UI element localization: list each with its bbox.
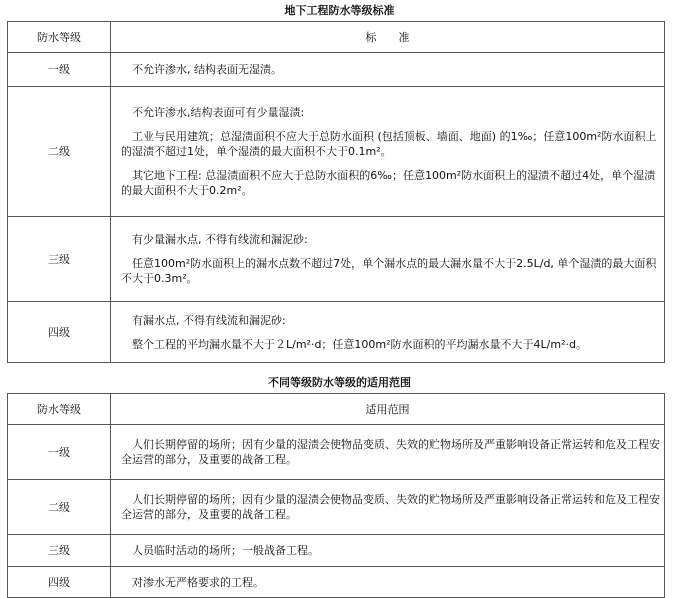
waterproof-grade-standard-table [7, 21, 665, 363]
standard-cell [111, 302, 665, 363]
table-row [8, 302, 665, 363]
waterproof-grade-scope-table [7, 393, 665, 598]
table-row [8, 217, 665, 302]
table-row [8, 425, 665, 480]
table1-title: 地下工程防水等级标准 [284, 4, 395, 17]
standard-text: 有漏水点, 不得有线流和漏泥砂: [132, 313, 286, 327]
table-header-row [8, 394, 665, 425]
table-row [8, 480, 665, 535]
table-row [8, 535, 665, 567]
standard-text: 有少量漏水点, 不得有线流和漏泥砂: [132, 233, 308, 246]
standard-text: 不允许渗水, 结构表面无湿渍。 [132, 63, 282, 76]
table-row [8, 567, 665, 598]
table-row [8, 53, 665, 87]
grade-cell: 三级 [8, 535, 111, 567]
scope-text: 人员临时活动的场所；一般战备工程。 [132, 544, 319, 557]
scope-text: 人们长期停留的场所；因有少量的湿渍会使物品变质、失效的贮物场所及严重影响设备正常运转和危及工程安全运营的部分，及重要的战备工程。 [121, 438, 660, 466]
grade-cell: 一级 [8, 425, 111, 480]
grade-cell: 二级 [8, 87, 111, 217]
standard-cell [111, 217, 665, 302]
standard-cell [111, 53, 665, 87]
scope-cell [111, 567, 665, 598]
table2-title: 不同等级防水等级的适用范围 [268, 376, 411, 389]
grade-cell: 二级 [8, 480, 111, 535]
table-row [8, 87, 665, 217]
scope-cell [111, 480, 665, 535]
scope-cell [111, 425, 665, 480]
grade-cell: 四级 [8, 302, 111, 363]
standard-cell [111, 87, 665, 217]
standard-text: 不允许渗水,结构表面可有少量湿渍: [132, 106, 305, 119]
header-grade: 防水等级 [8, 22, 111, 53]
grade-cell: 三级 [8, 217, 111, 302]
standard-text: 其它地下工程: 总湿渍面积不应大于总防水面积的6‰；任意100m²防水面积上的湿渍不超过4处，单个湿渍的最大面积不大于0.2m²。 [121, 169, 656, 197]
header-scope: 适用范围 [111, 394, 665, 425]
scope-cell [111, 535, 665, 567]
scope-text: 人们长期停留的场所；因有少量的湿渍会使物品变质、失效的贮物场所及严重影响设备正常运转和危及工程安全运营的部分，及重要的战备工程。 [121, 493, 660, 521]
header-standard: 标 准 [111, 22, 665, 53]
standard-text: 工业与民用建筑；总湿渍面积不应大于总防水面积 (包括顶板、墙面、地面) 的1‰；任意100m²防水面积上的湿渍不超过1处，单个湿渍的最大面积不大于0.1m²。 [121, 130, 657, 158]
header-grade: 防水等级 [8, 394, 111, 425]
standard-text: 整个工程的平均漏水量不大于２L/m²·d；任意100m²防水面积的平均漏水量不大于4L/m²·d。 [132, 337, 587, 351]
grade-cell: 四级 [8, 567, 111, 598]
table-header-row [8, 22, 665, 53]
standard-text: 任意100m²防水面积上的漏水点数不超过7处，单个漏水点的最大漏水量不大于2.5L/d, 单个湿渍的最大面积不大于0.3m²。 [121, 257, 657, 285]
scope-text: 对渗水无严格要求的工程。 [132, 575, 264, 589]
grade-cell: 一级 [8, 53, 111, 87]
